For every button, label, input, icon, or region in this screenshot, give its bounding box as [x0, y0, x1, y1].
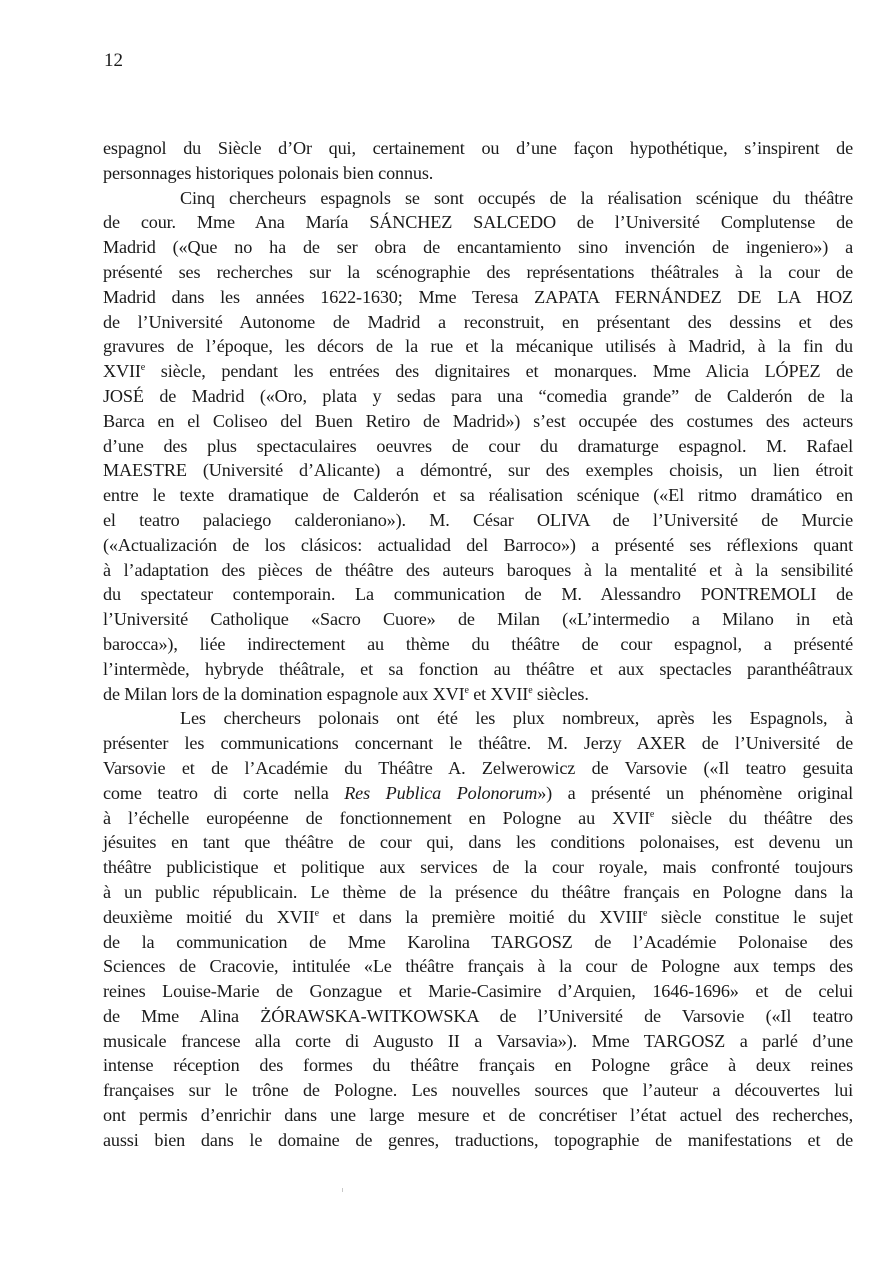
- text-run: come teatro di corte nella: [103, 782, 345, 803]
- superscript: e: [314, 907, 319, 919]
- italic-title: Res Publica Polonorum: [344, 782, 538, 803]
- text-line: JOSÉ de Madrid («Oro, plata y sedas para una “comedia grande” de Calderón de la: [103, 385, 853, 406]
- text-line: Madrid («Que no ha de ser obra de encantamiento sino invención de ingeniero») a: [103, 237, 853, 258]
- text-run: et dans la première moitié du XVIII: [318, 906, 644, 927]
- text-run: siècle du théâtre des: [654, 807, 853, 828]
- text-line: présenté ses recherches sur la scénographie des représentations théâtrales à la cour de: [103, 261, 853, 282]
- text-run: ») a présenté un phénomène original: [537, 782, 853, 803]
- text-line: Barca en el Coliseo del Buen Retiro de Madrid») s’est occupée des costumes des acteurs: [103, 410, 853, 431]
- text-line: entre le texte dramatique de Calderón et sa réalisation scénique («El ritmo dramático en: [103, 485, 853, 506]
- text-line: Madrid dans les années 1622-1630; Mme Teresa ZAPATA FERNÁNDEZ DE LA HOZ: [103, 286, 853, 307]
- text-line: intense réception des formes du théâtre français en Pologne grâce à deux reines: [103, 1055, 853, 1076]
- text-line: Varsovie et de l’Académie du Théâtre A. Zelwerowicz de Varsovie («Il teatro gesuita: [103, 757, 853, 778]
- text-line: Cinq chercheurs espagnols se sont occupés de la réalisation scénique du théâtre: [180, 187, 853, 208]
- text-line: [103, 781, 853, 806]
- text-run: à l’échelle européenne de fonctionnement en Pologne au XVII: [103, 807, 650, 828]
- superscript: e: [464, 684, 469, 696]
- text-line: présenter les communications concernant le théâtre. M. Jerzy AXER de l’Université de: [103, 733, 853, 754]
- text-line: à l’adaptation des pièces de théâtre des auteurs baroques à la mentalité et à la sensibilité: [103, 559, 853, 580]
- text-line: de l’Université Autonome de Madrid a reconstruit, en présentant des dessins et des: [103, 311, 853, 332]
- text-line: d’une des plus spectaculaires oeuvres de cour du dramaturge espagnol. M. Rafael: [103, 435, 853, 456]
- text-line: el teatro palaciego calderoniano»). M. César OLIVA de l’Université de Murcie: [103, 509, 853, 530]
- text-line: espagnol du Siècle d’Or qui, certainement ou d’une façon hypothétique, s’inspirent de: [103, 138, 853, 158]
- text-line: de la communication de Mme Karolina TARGOSZ de l’Académie Polonaise des: [103, 931, 853, 952]
- text-run: et XVII: [468, 683, 529, 704]
- text-line: ont permis d’enrichir dans une large mesure et de concrétiser l’état actuel des recherches,: [103, 1105, 853, 1126]
- text-line: reines Louise-Marie de Gonzague et Marie-Casimire d’Arquien, 1646-1696» et de celui: [103, 981, 853, 1002]
- text-line: personnages historiques polonais bien connus.: [103, 162, 434, 183]
- text-run: siècle constitue le sujet: [647, 906, 853, 927]
- text-line: de cour. Mme Ana María SÁNCHEZ SALCEDO de l’Université Complutense de: [103, 212, 853, 233]
- text-line: jésuites en tant que théâtre de cour qui, dans les conditions polonaises, est devenu un: [103, 832, 853, 853]
- text-line: musicale francese alla corte di Augusto II a Varsavia»). Mme TARGOSZ a parlé d’une: [103, 1030, 853, 1051]
- text-line: théâtre publicistique et politique aux services de la cour royale, mais confronté toujours: [103, 857, 853, 878]
- text-line: [103, 806, 853, 831]
- text-line: barocca»), liée indirectement au thème du théâtre de cour espagnol, a présenté: [103, 633, 853, 654]
- text-line: [103, 905, 853, 930]
- text-line: («Actualización de los clásicos: actualidad del Barroco») a présenté ses réflexions quant: [103, 534, 853, 555]
- text-line: du spectateur contemporain. La communication de M. Alessandro PONTREMOLI de: [103, 584, 853, 605]
- paragraph: [103, 186, 853, 707]
- body-text: [103, 136, 853, 1153]
- text-line: aussi bien dans le domaine de genres, traductions, topographie de manifestations et de: [103, 1129, 853, 1150]
- text-line: à un public républicain. Le thème de la présence du théâtre français en Pologne dans la: [103, 881, 853, 902]
- paragraph: [103, 706, 853, 1152]
- superscript: e: [140, 362, 146, 374]
- page-number: 12: [104, 50, 123, 71]
- text-line: [103, 682, 853, 707]
- text-line: de Mme Alina ŻÓRAWSKA-WITKOWSKA de l’Université de Varsovie («Il teatro: [103, 1005, 853, 1026]
- text-run: de Milan lors de la domination espagnole aux XVI: [103, 683, 465, 704]
- superscript: e: [643, 907, 648, 919]
- paragraph: [103, 136, 853, 186]
- text-line: [103, 359, 853, 384]
- superscript: e: [528, 684, 533, 696]
- text-line: Sciences de Cracovie, intitulée «Le théâtre français à la cour de Pologne aux temps des: [103, 956, 853, 977]
- text-line: Les chercheurs polonais ont été les plux nombreux, après les Espagnols, à: [180, 708, 853, 729]
- text-line: MAESTRE (Université d’Alicante) a démontré, sur des exemples choisis, un lien étroit: [103, 460, 853, 481]
- text-run: XVII: [103, 361, 141, 382]
- superscript: e: [649, 808, 655, 820]
- text-line: gravures de l’époque, les décors de la rue et la mécanique utilisés à Madrid, à la fin du: [103, 336, 853, 357]
- text-run: deuxième moitié du XVII: [103, 906, 315, 927]
- scan-speck: [342, 1188, 343, 1192]
- text-line: l’intermède, hybryde théâtrale, et sa fonction au théâtre et aux spectacles paranthéâtraux: [103, 658, 853, 679]
- text-run: siècle, pendant les entrées des dignitaires et monarques. Mme Alicia LÓPEZ de: [145, 361, 853, 382]
- text-run: siècles.: [532, 683, 589, 704]
- text-line: l’Université Catholique «Sacro Cuore» de Milan («L’intermedio a Milano in età: [103, 609, 853, 630]
- text-line: françaises sur le trône de Pologne. Les nouvelles sources que l’auteur a découvertes lui: [103, 1080, 853, 1101]
